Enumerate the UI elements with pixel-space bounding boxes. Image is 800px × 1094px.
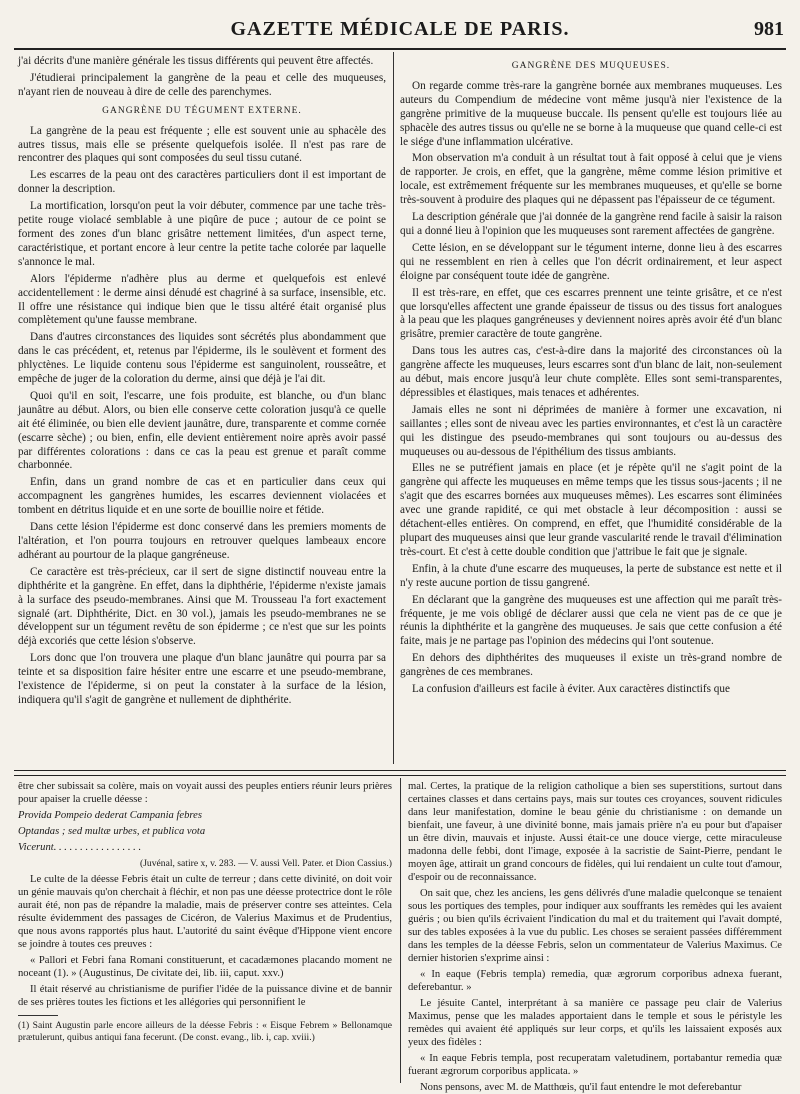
paragraph: Dans tous les autres cas, c'est-à-dire dans la majorité des circonstances où la gangrène affecte les muqueuses, leurs escarres sont d'un blanc de lait, non-seulement au début, mais encore jusqu'à leur chute complète. Elles sont semi-transparentes, dépressibles et élastiques, mais tenaces et adhérentes. — [400, 345, 782, 399]
paragraph: mal. Certes, la pratique de la religion catholique a bien ses superstitions, surtout dans certaines classes et dans certains pays, mais sur toutes ces croyances, souvent ridicules dans leur manifestation, domine le beau génie du christianisme : on demande un bienfait, une faveur, à une divinité bonne, mais jamais prière n'a eu pour but d'apaiser un être divin, mauvais et injuste. Aussi était-ce une douce vierge, cette miraculeuse madonna delle febbi, dont l'image, exposée à la sacristie de Saint-Pierre, pendant le moyen âge, attirait un grand concours de fidèles, qui lui rendaient un culte tout d'amour, d'espoir ou de reconnaissance. — [408, 781, 782, 883]
paragraph: Les escarres de la peau ont des caractères particuliers dont il est important de donner la description. — [18, 169, 386, 196]
section-heading-skin: GANGRÈNE DU TÉGUMENT EXTERNE. — [102, 105, 302, 116]
paragraph: Enfin, dans un grand nombre de cas et en particulier dans ceux qui accompagnent les gangrènes humides, les escarres deviennent violacées et tombent en détritus liquide et en une sorte de bouillie noire et fétide. — [18, 476, 386, 517]
footnote-rule — [18, 1015, 58, 1016]
paragraph: La description générale que j'ai donnée de la gangrène rend facile à saisir la raison qui a donné lieu à l'opinion que les muqueuses sont rarement affectées de gangrène. — [400, 211, 782, 237]
paragraph: « In eaque Febris templa, post recuperatam valetudinem, portabantur remedia quæ fuerant ægrorum corporibus applicata. » — [408, 1053, 782, 1077]
paragraph: Dans d'autres circonstances des liquides sont sécrétés plus abondamment que dans le cas précédent, et, retenus par l'épiderme, ils le soulèvent et forment des phlyctènes. Le liquide contenu sous l'épiderme est sanguinolent, rousseâtre, et empêche de juger de la coloration du derme, ainsi que déjà je l'ai dit. — [18, 331, 386, 386]
section-heading-mucous: GANGRÈNE DES MUQUEUSES. — [511, 61, 671, 71]
paragraph: La gangrène de la peau est fréquente ; elle est souvent unie au sphacèle des autres tissus, mais elle se présente quelquefois isolée. Il n'est pas rare de rencontrer des plaques qui sont composées du seul tissu cutané. — [18, 124, 386, 165]
paragraph: Lors donc que l'on trouvera une plaque d'un blanc jaunâtre qui pourra par sa teinte et sa disposition faire hésiter entre une escarre et une pseudo-membrane, l'existence de l'épiderme, si on peut la constater à la surface de la lésion, indiquera qu'il s'agit de gangrène et nullement de diphthérite. — [18, 652, 386, 706]
paragraph: Nons pensons, avec M. de Matthœis, qu'il faut entendre le mot deferebantur — [420, 1082, 742, 1093]
paragraph: La mortification, lorsqu'on peut la voir débuter, commence par une tache très-petite rouge violacé semblable à une piqûre de puce ; autour de ce point se forment des zones d'un blanc grisâtre nettement limitées, d'un aspect terne, caractéristique, et portant encore à leur centre la petite tache colorée par laquelle s'annonce le mal. — [18, 200, 386, 268]
paragraph: Le culte de la déesse Febris était un culte de terreur ; dans cette divinité, on doit voir un génie mauvais qu'on cherchait à fléchir, et non pas une déesse protectrice dont le rôle aurait été, non pas de répandre la maladie, mais de préserver contre ses atteintes. Cela résulte évidemment des passages de Cicéron, de Valerius Maximus et de Prudentius, que nous avons rapportés plus haut. L'autorité du saint évêque d'Hippone vient encore se joindre à toutes ces preuves : — [18, 874, 392, 950]
paragraph: Quoi qu'il en soit, l'escarre, une fois produite, est blanche, ou d'un blanc jaunâtre au début. Alors, ou bien elle conserve cette coloration jusqu'à ce quelle ait été éliminée, ou bien elle devient jaunâtre, dure, transparente et comme cornée (escarre sèche) ; ou bien, enfin, elle devient entièrement noire après avoir passé par différentes colorations : dans ce cas la peau est grenue et paraît comme charbonnée. — [18, 389, 386, 472]
paragraph: Cette lésion, en se développant sur le tégument interne, donne lieu à des escarres qui ne ressemblent en rien à celles que l'on décrit ordinairement, et leur aspect éloigne par conséquent toute idée de gangrène. — [400, 241, 782, 282]
latin-verse: Optandas ; sed multæ urbes, et publica vota — [18, 826, 206, 837]
paragraph: Il est très-rare, en effet, que ces escarres prennent une teinte grisâtre, et ce n'est que lorsqu'elles affectent une grande épaisseur de tissus ou des tissus fort analogues à la peau que les plaques gangréneuses y deviennent noires après avoir été d'un blanc grisâtre, premier caractère de toute gangrène. — [400, 286, 782, 341]
paragraph: En dehors des diphthérites des muqueuses il existe un très-grand nombre de gangrènes de ces membranes. — [400, 652, 782, 679]
column-divider — [393, 52, 394, 764]
paragraph: En déclarant que la gangrène des muqueuses est une affection qui me paraît très-fréquente, je me vois obligé de déclarer aussi que cela ne vient pas de ce que je réunis la diphthérite et la gangrène des muqueuses. Je sais que cette confusion a été faite, mais je ne partage pas l'opinion des médecins qui l'ont soutenue. — [400, 593, 782, 648]
paragraph: Enfin, à la chute d'une escarre des muqueuses, la perte de substance est nette et il n'y reste aucune portion de tissu gangrené. — [400, 562, 782, 589]
paragraph: « Pallori et Febri fana Romani constituerunt, et cacadæmones placando moment ne noceant (1). » (Augustinus, De civitate dei, lib. iii, caput. xxv.) — [18, 955, 392, 979]
citation: (Juvénal, satire x, v. 283. — V. aussi Vell. Pater. et Dion Cassius.) — [140, 858, 392, 869]
paragraph: « In eaque (Febris templa) remedia, quæ ægrorum corporibus adnexa fuerant, deferebantur. » — [408, 969, 782, 993]
article-left-column — [18, 55, 386, 765]
paragraph: j'ai décrits d'une manière générale les tissus différents qui peuvent être affectés. — [18, 55, 374, 67]
latin-verse: Provida Pompeio dederat Campania febres — [18, 810, 202, 821]
page-header — [14, 8, 786, 50]
paragraph: Le jésuite Cantel, interprétant à sa manière ce passage peu clair de Valerius Maximus, pense que les malades apportaient dans le temple et sous le péristyle les remèdes qui avaient été appliqués sur leur corps, et qu'ils les laissaient exposés aux yeux des fidèles : — [408, 998, 782, 1048]
column-divider — [400, 778, 401, 1083]
paragraph: Dans cette lésion l'épiderme est donc conservé dans les premiers moments de l'altération, et l'on pourra toujours en retrouver quelques lambeaux encore adhérant au pourtour de la plaque gangréneuse. — [18, 521, 386, 561]
feuilleton-right-column — [408, 780, 782, 1093]
paragraph: Jamais elles ne sont ni déprimées de manière à former une excavation, ni saillantes ; elles sont de niveau avec les parties environnantes, et c'est là un caractère qui les distingue des pseudo-membranes qui sont toujours ou au-dessus des muqueuses ou au-dessous de l'épithélium des tissus ambiants. — [400, 403, 782, 458]
paragraph: Ce caractère est très-précieux, car il sert de signe distinctif nouveau entre la diphthérite et la gangrène. En effet, dans la diphthérie, l'épiderme n'existe jamais à la surface des pseudo-membranes. Ainsi que M. Trousseau l'a fort exactement signalé (art. Diphthérite, Dict. en 30 vol.), jamais les pseudo-membranes ne se développent sur un tégument revêtu de son épiderme ; ce n'est que sur les points déjà excoriés que cette lésion s'observe. — [18, 565, 386, 648]
footnote: (1) Saint Augustin parle encore ailleurs de la déesse Febris : « Eisque Febrem » Bellonamque prætulerunt, quibus antiqui fana fecerunt. (De const. evang., lib. i, cap. xviii.) — [18, 1020, 392, 1043]
latin-verse: Vicerunt. . . . . . . . . . . . . . . . . — [18, 842, 142, 853]
paragraph: La confusion d'ailleurs est facile à éviter. Aux caractères distinctifs que — [412, 683, 730, 696]
paragraph: Alors l'épiderme n'adhère plus au derme et quelquefois est enlevé accidentellement : le derme ainsi dénudé est chagriné à sa surface, insensible, etc. Il offre une résistance qui indique bien que le tissu altéré était organisé plus complètement qu'une fausse membrane. — [18, 272, 386, 327]
paragraph: être cher subissait sa colère, mais on voyait aussi des peuples entiers réunir leurs prières pour apaiser la cruelle déesse : — [18, 781, 392, 805]
paragraph: Mon observation m'a conduit à un résultat tout à fait opposé à celui que je viens de rapporter. Je crois, en effet, que la gangrène, même comme lésion primitive et locale, est extrêmement fréquente sur les membranes muqueuses, et qu'elle se borne très-souvent à produire des plaques qui ne dépassent pas l'épaisseur de ce tégument. — [400, 152, 782, 207]
paragraph: On sait que, chez les anciens, les gens délivrés d'une maladie quelconque se tenaient sous les portiques des temples, pour indiquer aux souffrants les remèdes qui les avaient guéris ; ou bien qu'ils écrivaient l'indication du mal et du traitement qui l'avait dompté, sur des tables exposées à la vue du public. Les choses se seraient passées différemment dans les temples de la déesse Febris, selon un commentateur de Valerius Maximus. Ce dernier historien s'exprime ainsi : — [408, 888, 782, 964]
paragraph: Elles ne se putréfient jamais en place (et je répète qu'il ne s'agit point de la gangrène qui affecte les muqueuses en même temps que les tissus sous-jacents ; il ne s'agit que des escarres bornées aux muqueuses mêmes). Les escarres sont éliminées avec une grande rapidité, ce qui met obstacle à leur décomposition : aussi se détachent-elles entières. On comprend, en effet, que l'humidité considérable de la plupart des muqueuses ainsi que leur grande vascularité rende le travail d'élimination très-court. Et c'est à cette double condition que j'attribue le fait que je signale. — [400, 462, 782, 558]
paragraph: J'étudierai principalement la gangrène de la peau et celle des muqueuses, n'ayant rien de nouveau à dire de celle des parenchymes. — [18, 71, 386, 98]
journal-title: GAZETTE MÉDICALE DE PARIS. — [230, 18, 570, 40]
feuilleton-left-column — [18, 780, 392, 1083]
paragraph: On regarde comme très-rare la gangrène bornée aux membranes muqueuses. Les auteurs du Compendium de médecine vont même jusqu'à nier l'existence de la gangrène primitive de la muqueuse buccale. Ils pensent qu'elle est toujours liée au sphacèle des autres tissus ou qu'elle ne se borne à la muqueuse que quand celle-ci est le siége d'une inflammation ulcérative. — [400, 79, 782, 148]
feuilleton-separator — [14, 770, 786, 776]
article-right-column — [400, 55, 782, 765]
page-number: 981 — [754, 18, 784, 40]
paragraph: Il était réservé au christianisme de purifier l'idée de la puissance divine et de bannir de ses prières toutes les fictions et les allégories qui personnifient le — [18, 984, 392, 1008]
